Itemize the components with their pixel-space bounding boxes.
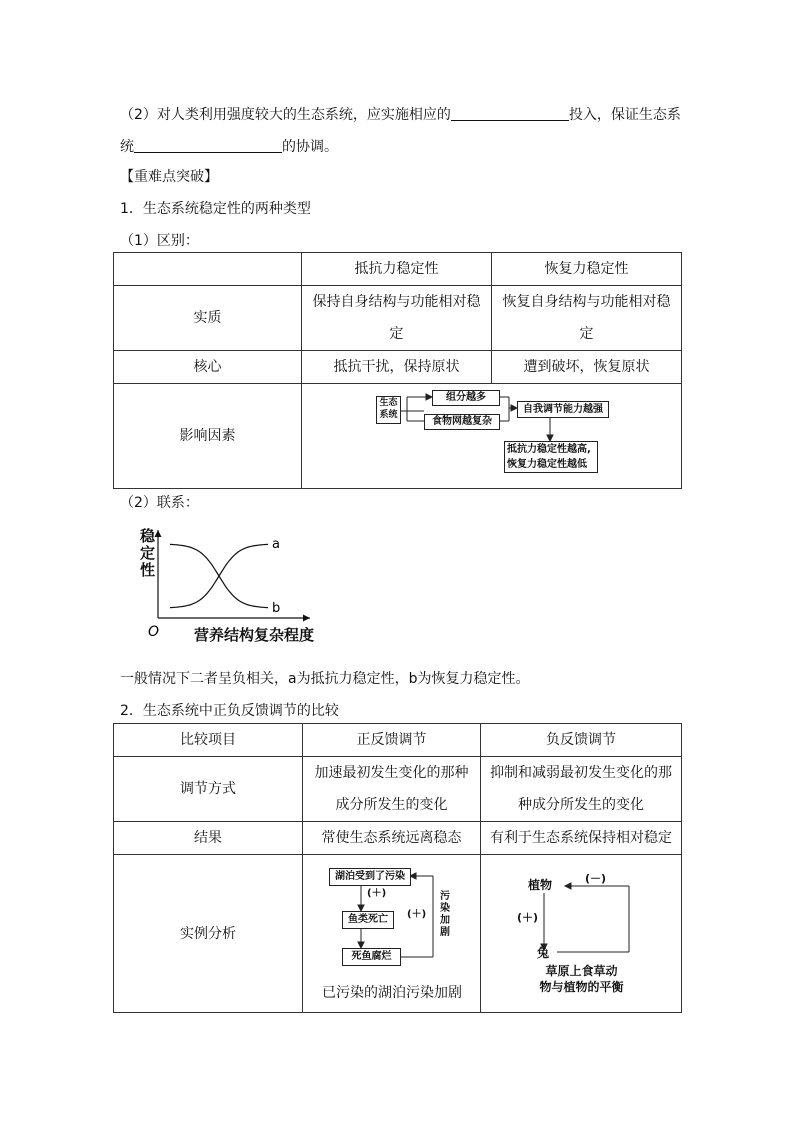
table1-row-essence-label: 实质 bbox=[114, 286, 302, 351]
flow-factor2-box bbox=[424, 414, 500, 430]
factors-flowchart bbox=[302, 384, 682, 488]
negative-caption bbox=[481, 963, 682, 995]
positive-sign-1: (＋) bbox=[367, 888, 387, 899]
flow-factor1-box bbox=[432, 390, 500, 406]
table2-header-item: 比较项目 bbox=[114, 724, 303, 757]
table2-header-negative: 负反馈调节 bbox=[481, 724, 682, 757]
fill-blank-2 bbox=[134, 138, 282, 153]
table1-row-core-resistance: 抵抗干扰，保持原状 bbox=[302, 351, 492, 384]
negative-plant-label: 植物 bbox=[528, 878, 553, 892]
positive-sign-2: (＋) bbox=[407, 909, 427, 920]
chart-x-label: 营养结构复杂程度 bbox=[194, 626, 315, 644]
table1-row-essence-resilience: 恢复自身结构与功能相对稳定 bbox=[492, 286, 682, 351]
origin-label: O bbox=[148, 624, 160, 640]
table2-row-mode-negative: 抑制和减弱最初发生变化的那种成分所发生的变化 bbox=[481, 757, 682, 822]
paragraph-2-line-2 bbox=[120, 136, 338, 156]
table1-header-empty bbox=[114, 253, 302, 286]
positive-box-dead-fish-rot bbox=[342, 948, 401, 966]
flow-result2-line1: 抵抗力稳定性越高, bbox=[507, 444, 591, 455]
table1-row-factors-label: 影响因素 bbox=[114, 384, 302, 489]
table2-row-mode-label: 调节方式 bbox=[114, 757, 303, 822]
negative-feedback-diagram bbox=[481, 855, 682, 1012]
table2-header-positive: 正反馈调节 bbox=[303, 724, 481, 757]
positive-box-fish-death bbox=[342, 911, 394, 929]
table1-header-resistance: 抵抗力稳定性 bbox=[302, 253, 492, 286]
negative-rabbit-label: 兔 bbox=[537, 946, 550, 960]
section-heading: 【重难点突破】 bbox=[120, 169, 218, 185]
flow-ecosystem-box bbox=[376, 396, 401, 424]
table2-row-mode-positive: 加速最初发生变化的那种成分所发生的变化 bbox=[303, 757, 481, 822]
item-1-title: 1．生态系统稳定性的两种类型 bbox=[120, 201, 311, 217]
flow-factor1-text: 组分越多 bbox=[446, 392, 486, 403]
positive-box-rot-text: 死鱼腐烂 bbox=[351, 951, 392, 962]
flow-result1-text: 自我调节能力越强 bbox=[523, 404, 603, 415]
table1-row-factors-diagram-cell bbox=[302, 384, 682, 489]
table2-positive-example-cell bbox=[303, 855, 481, 1013]
flow-ecosystem-text: 生态系统 bbox=[379, 398, 398, 420]
p2-prefix: （2）对人类利用强度较大的生态系统，应实施相应的 bbox=[120, 107, 451, 123]
table2-row-result-positive: 常使生态系统远离稳态 bbox=[303, 822, 481, 855]
feedback-comparison-table bbox=[113, 723, 682, 1013]
chart-y-label: 稳定性 bbox=[140, 527, 156, 579]
negative-caption-line1: 草原上食草动 bbox=[545, 964, 618, 978]
negative-sign-neg: (－) bbox=[585, 872, 607, 885]
item-2-title: 2．生态系统中正负反馈调节的比较 bbox=[120, 703, 339, 719]
stability-types-table bbox=[113, 252, 682, 489]
flow-factor2-text: 食物网越复杂 bbox=[432, 416, 492, 427]
table1-row-core-label: 核心 bbox=[114, 351, 302, 384]
negative-caption-line2: 物与植物的平衡 bbox=[539, 980, 624, 994]
table2-row-result-label: 结果 bbox=[114, 822, 303, 855]
table2-negative-example-cell bbox=[481, 855, 682, 1013]
positive-box-fish-text: 鱼类死亡 bbox=[348, 914, 388, 925]
table2-row-result-negative: 有利于生态系统保持相对稳定 bbox=[481, 822, 682, 855]
positive-feedback-diagram bbox=[303, 855, 481, 1012]
table1-row-core-resilience: 遭到破坏，恢复原状 bbox=[492, 351, 682, 384]
series-a-label: a bbox=[272, 537, 280, 552]
positive-box-lake-polluted bbox=[329, 868, 411, 886]
item-1-sub-2: （2）联系： bbox=[120, 495, 199, 511]
table1-row-essence-resistance: 保持自身结构与功能相对稳定 bbox=[302, 286, 492, 351]
positive-box-lake-text: 湖泊受到了污染 bbox=[335, 871, 405, 882]
fill-blank-1 bbox=[451, 106, 569, 121]
positive-side-label: 污染加剧 bbox=[440, 891, 450, 938]
chart-note: 一般情况下二者呈负相关，a为抵抗力稳定性，b为恢复力稳定性。 bbox=[120, 671, 530, 687]
flow-result2-line2: 恢复力稳定性越低 bbox=[507, 459, 587, 470]
p2-line2-suffix: 的协调。 bbox=[282, 139, 338, 155]
table1-header-resilience: 恢复力稳定性 bbox=[492, 253, 682, 286]
table2-row-example-label: 实例分析 bbox=[114, 855, 303, 1013]
item-1-sub-1: （1）区别： bbox=[120, 233, 199, 249]
flow-result2-box bbox=[504, 441, 598, 473]
positive-caption: 已污染的湖泊污染加剧 bbox=[322, 985, 462, 1001]
negative-sign-pos: (＋) bbox=[517, 911, 539, 924]
p2-middle: 投入，保证生态系 bbox=[568, 107, 681, 123]
series-b-label: b bbox=[272, 601, 281, 616]
flow-result1-box bbox=[517, 401, 609, 418]
paragraph-2-line-1 bbox=[120, 104, 681, 124]
p2-line2-prefix: 统 bbox=[120, 139, 134, 155]
series-b-curve bbox=[170, 544, 268, 607]
